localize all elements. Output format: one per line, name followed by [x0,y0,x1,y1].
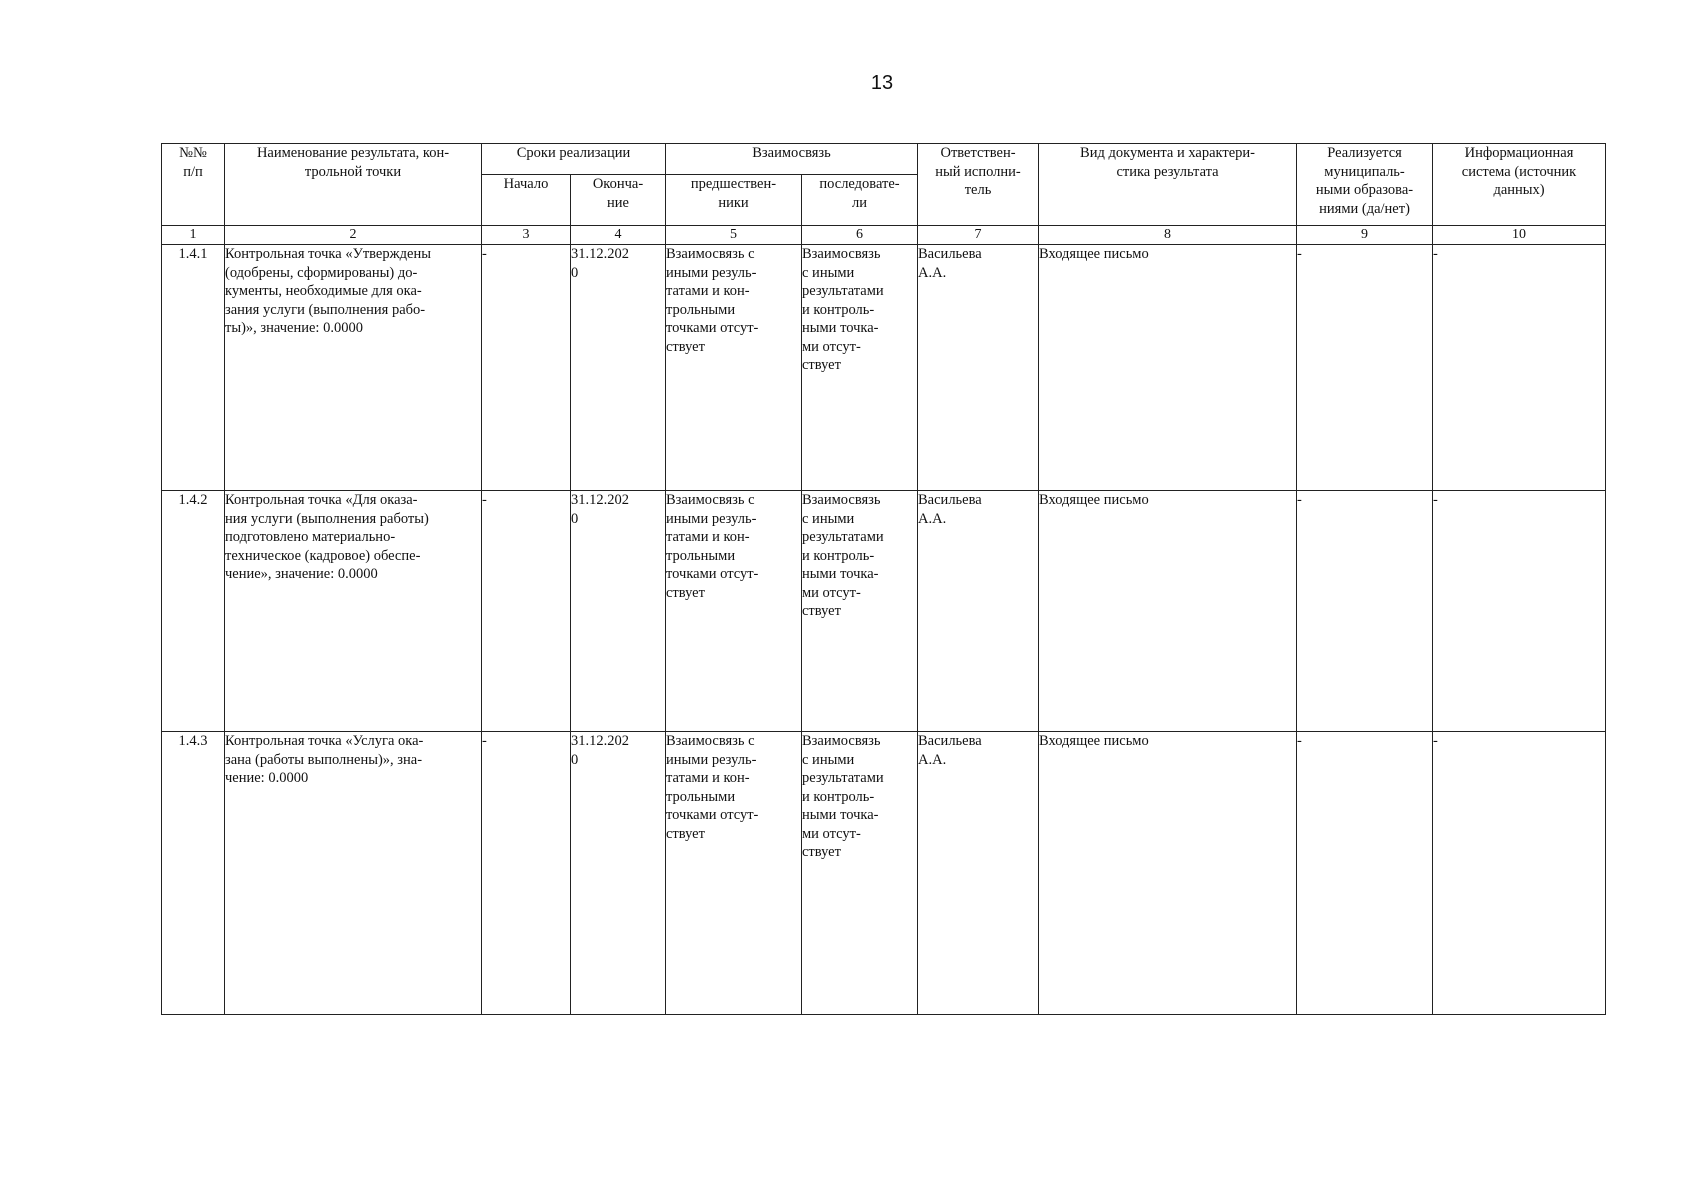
info-system: - [1433,732,1606,1015]
column-number: 6 [802,226,918,245]
column-number: 8 [1039,226,1297,245]
column-number: 5 [666,226,802,245]
column-number: 1 [162,226,225,245]
end-date: 31.12.202 0 [571,732,666,1015]
predecessors: Взаимосвязь с иными резуль- татами и кон- трольными точками отсут- ствует [666,245,802,491]
responsible: Васильева А.А. [918,491,1039,732]
responsible: Васильева А.А. [918,245,1039,491]
info-system: - [1433,491,1606,732]
row-number: 1.4.3 [162,732,225,1015]
column-number: 10 [1433,226,1606,245]
table-row [162,732,1606,1015]
column-number: 4 [571,226,666,245]
successors: Взаимосвязь с иными результатами и контроль- ными точка- ми отсут- ствует [802,732,918,1015]
column-number-row [162,226,1606,245]
header-timing: Сроки реализации [482,144,666,175]
result-name: Контрольная точка «Для оказа- ния услуги (выполнения работы) подготовлено материально- техническое (кадровое) обеспе- чение», значение: 0.0000 [225,491,482,732]
header-document: Вид документа и характери- стика результата [1039,144,1297,226]
header-predecessors: предшествен- ники [666,175,802,226]
header-start: Начало [482,175,571,226]
header-row-top [162,144,1606,175]
successors: Взаимосвязь с иными результатами и контроль- ными точка- ми отсут- ствует [802,491,918,732]
header-infosystem: Информационная система (источник данных) [1433,144,1606,226]
municipal-flag: - [1297,245,1433,491]
document-type: Входящее письмо [1039,491,1297,732]
info-system: - [1433,245,1606,491]
table-row [162,245,1606,491]
end-date: 31.12.202 0 [571,245,666,491]
start-date: - [482,245,571,491]
header-successors: последовате- ли [802,175,918,226]
end-date: 31.12.202 0 [571,491,666,732]
page-number: 13 [870,72,894,94]
start-date: - [482,491,571,732]
header-responsible: Ответствен- ный исполни- тель [918,144,1039,226]
municipal-flag: - [1297,491,1433,732]
results-table [161,143,1606,1015]
start-date: - [482,732,571,1015]
responsible: Васильева А.А. [918,732,1039,1015]
municipal-flag: - [1297,732,1433,1015]
successors: Взаимосвязь с иными результатами и контроль- ными точка- ми отсут- ствует [802,245,918,491]
document-type: Входящее письмо [1039,245,1297,491]
header-municipal: Реализуется муниципаль- ными образова- ниями (да/нет) [1297,144,1433,226]
column-number: 2 [225,226,482,245]
table-row [162,491,1606,732]
header-number: №№ п/п [162,144,225,226]
row-number: 1.4.2 [162,491,225,732]
result-name: Контрольная точка «Услуга ока- зана (работы выполнены)», зна- чение: 0.0000 [225,732,482,1015]
header-result-name: Наименование результата, кон- трольной точки [225,144,482,226]
document-type: Входящее письмо [1039,732,1297,1015]
result-name: Контрольная точка «Утверждены (одобрены, сформированы) до- кументы, необходимые для ока- зания услуги (выполнения рабо- ты)», значение: 0.0000 [225,245,482,491]
column-number: 9 [1297,226,1433,245]
predecessors: Взаимосвязь с иными резуль- татами и кон- трольными точками отсут- ствует [666,491,802,732]
header-relation: Взаимосвязь [666,144,918,175]
header-end: Оконча- ние [571,175,666,226]
predecessors: Взаимосвязь с иными резуль- татами и кон- трольными точками отсут- ствует [666,732,802,1015]
row-number: 1.4.1 [162,245,225,491]
column-number: 3 [482,226,571,245]
column-number: 7 [918,226,1039,245]
